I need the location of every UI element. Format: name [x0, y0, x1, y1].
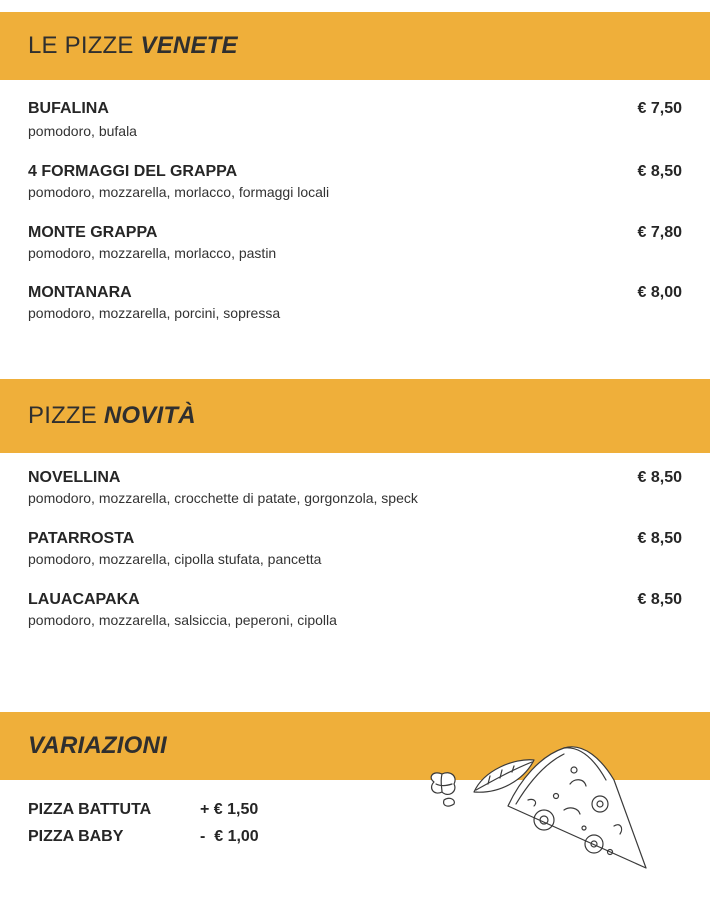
item-description: pomodoro, mozzarella, cipolla stufata, pancetta	[28, 551, 322, 567]
variation-price: - € 1,00	[200, 828, 259, 845]
item-description: pomodoro, mozzarella, porcini, sopressa	[28, 305, 281, 321]
item-name: MONTANARA	[28, 284, 132, 301]
item-description: pomodoro, mozzarella, morlacco, pastin	[28, 245, 277, 261]
section-title-variazioni	[28, 732, 167, 760]
section-title-bold: VENETE	[140, 32, 238, 59]
item-description: pomodoro, mozzarella, crocchette di patate, gorgonzola, speck	[28, 490, 418, 506]
variation-name: PIZZA BATTUTA	[28, 801, 152, 818]
item-description: pomodoro, bufala	[28, 123, 137, 139]
item-price: € 7,80	[637, 224, 682, 241]
item-price: € 8,50	[637, 469, 682, 486]
item-name: LAUACAPAKA	[28, 591, 140, 608]
menu-item-novellina	[28, 469, 682, 506]
section-banner-venete	[0, 12, 710, 80]
section-title-venete	[28, 32, 238, 60]
item-price: € 8,50	[637, 530, 682, 547]
item-description: pomodoro, mozzarella, morlacco, formaggi locali	[28, 184, 330, 200]
variation-name: PIZZA BABY	[28, 828, 124, 845]
item-price: € 8,00	[637, 284, 682, 301]
item-name: BUFALINA	[28, 100, 109, 117]
variation-row-baby	[28, 828, 259, 846]
item-name: MONTE GRAPPA	[28, 224, 158, 241]
item-description: pomodoro, mozzarella, salsiccia, peperoni, cipolla	[28, 612, 337, 628]
menu-item-4-formaggi	[28, 163, 682, 200]
section-title-bold: NOVITÀ	[103, 402, 196, 429]
section-title-light: LE PIZZE	[28, 32, 141, 59]
variation-row-battuta	[28, 801, 258, 819]
section-title-bold: VARIAZIONI	[28, 732, 167, 759]
section-banner-novita	[0, 379, 710, 453]
item-price: € 7,50	[637, 100, 682, 117]
item-price: € 8,50	[637, 163, 682, 180]
item-name: NOVELLINA	[28, 469, 121, 486]
menu-item-lauacapaka	[28, 591, 682, 628]
garlic-icon	[431, 773, 455, 806]
pizza-slice-illustration	[424, 740, 654, 870]
item-price: € 8,50	[637, 591, 682, 608]
menu-item-monte-grappa	[28, 224, 682, 261]
menu-item-bufalina	[28, 100, 682, 139]
item-name: PATARROSTA	[28, 530, 135, 547]
section-title-novita	[28, 402, 196, 430]
menu-item-patarrosta	[28, 530, 682, 567]
menu-item-montanara	[28, 284, 682, 321]
variation-price: + € 1,50	[200, 801, 259, 818]
item-name: 4 FORMAGGI DEL GRAPPA	[28, 163, 238, 180]
section-title-light: PIZZE	[28, 402, 104, 429]
